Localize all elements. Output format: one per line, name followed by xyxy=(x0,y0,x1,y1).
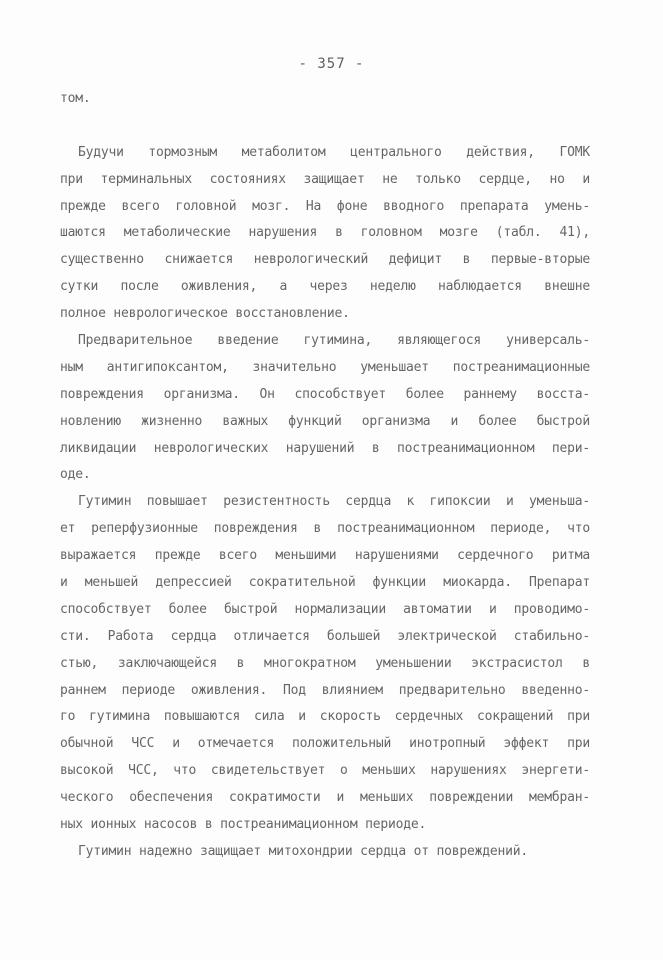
text-line: го гутимина повышаются сила и скорость сердечных сокращений при xyxy=(60,709,590,725)
text-line: обычной ЧСС и отмечается положительный инотропный эффект при xyxy=(60,736,590,752)
text-line: способствует более быстрой нормализации автоматии и проводимо- xyxy=(60,601,590,617)
text-line: ческого обеспечения сократимости и меньших повреждении мембран- xyxy=(60,790,590,806)
text-line: ликвидации неврологических нарушений в постреанимационном пери- xyxy=(60,440,590,456)
text-line: высокой ЧСС, что свидетельствует о меньших нарушениях энергети- xyxy=(60,763,590,779)
text-line: ных ионных насосов в постреанимационном периоде. xyxy=(60,817,427,833)
text-line: Гутимин повышает резистентность сердца к гипоксии и уменьша- xyxy=(78,494,590,510)
text-line: сти. Работа сердца отличается большей электрической стабильно- xyxy=(60,628,590,644)
text-line xyxy=(60,113,590,140)
text-line: оде. xyxy=(60,467,91,483)
body-text xyxy=(60,86,590,866)
text-line: повреждения организма. Он способствует более раннему восста- xyxy=(60,386,590,402)
page-number: - 357 - xyxy=(298,56,365,72)
text-line: ным антигипоксантом, значительно уменьшает постреанимационные xyxy=(60,359,590,375)
text-line: Гутимин надежно защищает митохондрии сердца от повреждений. xyxy=(78,843,528,859)
text-line: при терминальных состояниях защищает не только сердце, но и xyxy=(60,171,590,187)
text-line: полное неврологическое восстановление. xyxy=(60,306,350,322)
text-line: сутки после оживления, а через неделю наблюдается внешне xyxy=(60,279,590,295)
text-line: том. xyxy=(60,91,91,106)
text-line: стью, заключающейся в многократном уменьшении экстрасистол в xyxy=(60,655,590,671)
text-line: раннем периоде оживления. Под влиянием предварительно введенно- xyxy=(60,682,590,698)
text-line: новлению жизненно важных функций организма и более быстрой xyxy=(60,413,590,429)
text-line: ет реперфузионные повреждения в постреанимационном периоде, что xyxy=(60,521,590,537)
text-line: и меньшей депрессией сократительной функции миокарда. Препарат xyxy=(60,575,590,591)
text-line: Предварительное введение гутимина, являющегося универсаль- xyxy=(78,333,590,349)
text-line: Будучи тормозным метаболитом центрального действия, ГОМК xyxy=(78,144,590,160)
text-line: существенно снижается неврологический дефицит в первые-вторые xyxy=(60,252,590,268)
text-line: прежде всего головной мозг. На фоне вводного препарата умень- xyxy=(60,198,590,214)
text-line: выражается прежде всего меньшими нарушениями сердечного ритма xyxy=(60,548,590,564)
text-line: шаются метаболические нарушения в головном мозге (табл. 41), xyxy=(60,225,590,241)
